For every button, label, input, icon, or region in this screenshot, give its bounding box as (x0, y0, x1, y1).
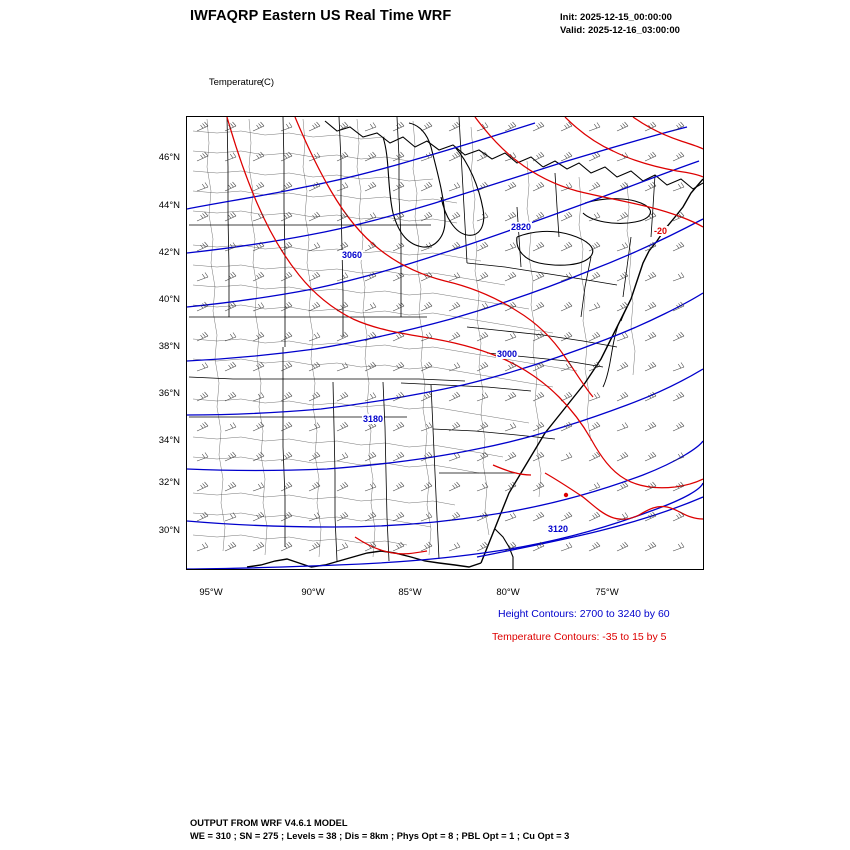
contour-label-3060: 3060 (342, 250, 363, 260)
page-title: IWFAQRP Eastern US Real Time WRF (190, 8, 452, 24)
contour-label-minus20: -20 (654, 226, 668, 236)
footer-line-2: WE = 310 ; SN = 275 ; Levels = 38 ; Dis = 8km ; Phys Opt = 8 ; PBL Opt = 1 ; Cu Opt = 3 (190, 830, 570, 841)
height-contour-legend: Height Contours: 2700 to 3240 by 60 (498, 608, 670, 620)
units-row (193, 63, 279, 103)
contour-label-3180: 3180 (363, 414, 384, 424)
model-output-footer (190, 817, 569, 842)
contour-label-3000: 3000 (497, 349, 518, 359)
x-tick-95w: 95°W (199, 587, 223, 598)
temperature-contour-legend: Temperature Contours: -35 to 15 by 5 (492, 631, 667, 643)
y-tick-40n: 40°N (158, 294, 180, 305)
y-tick-34n: 34°N (158, 435, 180, 446)
contour-label-2820: 2820 (511, 222, 532, 232)
y-tick-46n: 46°N (158, 152, 180, 163)
units-name-temperature: Temperature (208, 77, 263, 89)
x-tick-85w: 85°W (398, 587, 422, 598)
valid-time: Valid: 2025-12-16_03:00:00 (560, 25, 680, 36)
y-tick-36n: 36°N (158, 388, 180, 399)
y-tick-44n: 44°N (158, 200, 180, 211)
x-tick-90w: 90°W (301, 587, 325, 598)
map-plot-area (186, 116, 704, 570)
temperature-contours (227, 117, 703, 554)
y-tick-42n: 42°N (158, 247, 180, 258)
y-tick-30n: 30°N (158, 525, 180, 536)
init-time: Init: 2025-12-15_00:00:00 (560, 12, 672, 23)
init-valid-block (560, 11, 680, 37)
y-tick-38n: 38°N (158, 341, 180, 352)
footer-line-1: OUTPUT FROM WRF V4.6.1 MODEL (190, 818, 348, 828)
x-tick-80w: 80°W (496, 587, 520, 598)
units-unit-temperature: (C) (260, 77, 275, 89)
height-contours (187, 123, 703, 569)
y-tick-32n: 32°N (158, 477, 180, 488)
contour-label-3120: 3120 (548, 524, 569, 534)
x-tick-75w: 75°W (595, 587, 619, 598)
